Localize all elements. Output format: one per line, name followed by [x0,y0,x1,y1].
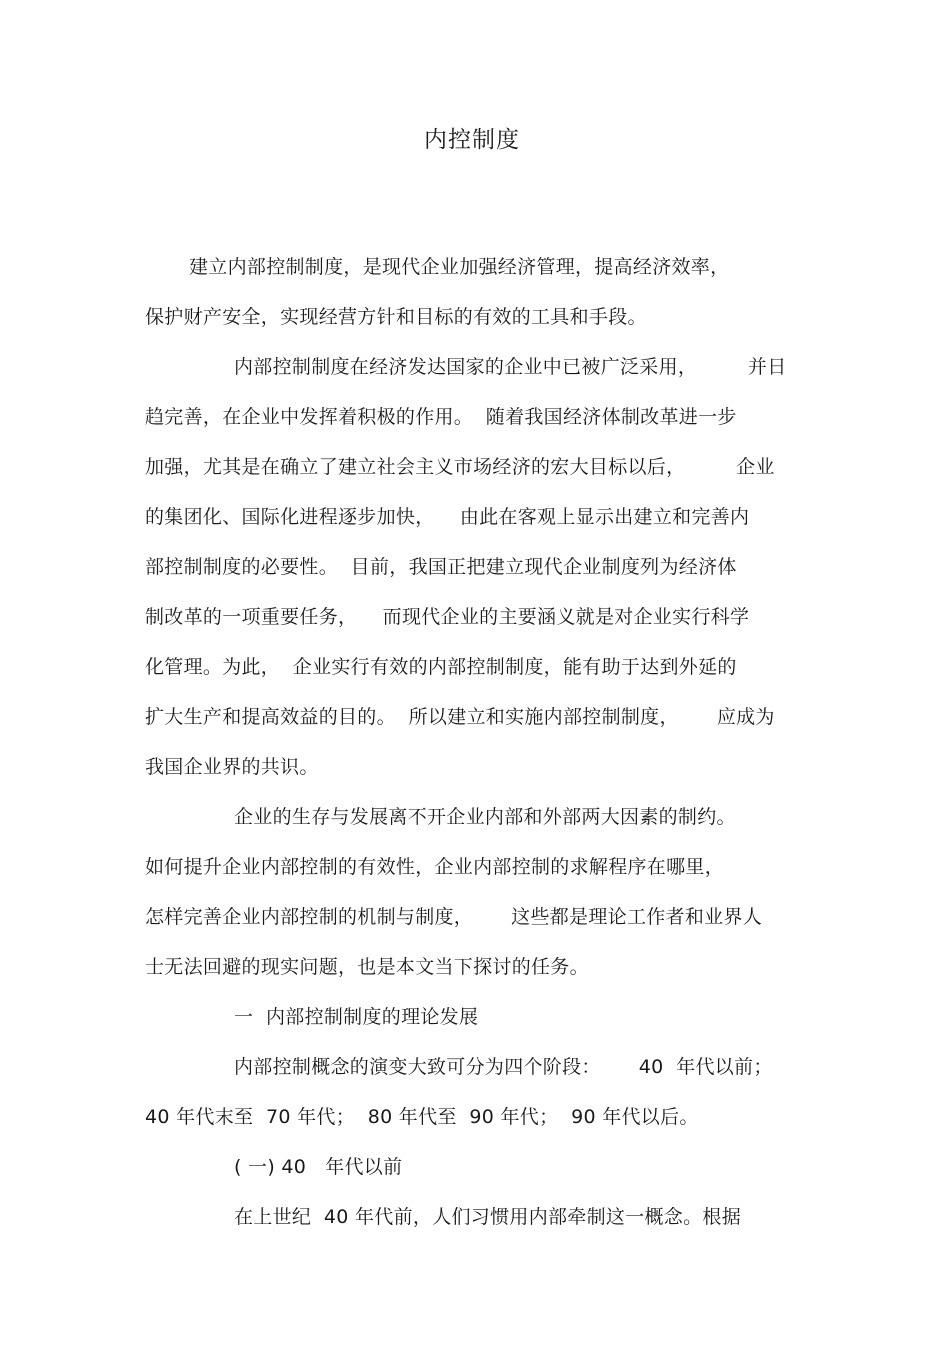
body-line-15: 士无法回避的现实问题，也是本文当下探讨的任务。 [145,956,589,978]
body-line-10: 扩大生产和提高效益的目的。 所以建立和实施内部控制制度， 应成为 [145,706,775,728]
body-line-11: 我国企业界的共识。 [145,756,319,778]
body-line-2: 保护财产安全，实现经营方针和目标的有效的工具和手段。 [145,306,647,328]
body-line-6: 的集团化、国际化进程逐步加快， 由此在客观上显示出建立和完善内 [145,506,750,528]
body-line-18: 40 年代末至 70 年代； 80 年代至 90 年代； 90 年代以后。 [145,1106,699,1128]
body-line-17: 内部控制概念的演变大致可分为四个阶段： 40 年代以前； [234,1056,773,1078]
body-line-7: 部控制制度的必要性。 目前，我国正把建立现代企业制度列为经济体 [145,556,737,578]
body-line-9: 化管理。为此， 企业实行有效的内部控制制度，能有助于达到外延的 [145,656,737,678]
section-heading: 一 内部控制制度的理论发展 [234,1006,479,1028]
body-line-12: 企业的生存与发展离不开企业内部和外部两大因素的制约。 [234,806,736,828]
body-line-20: 在上世纪 40 年代前，人们习惯用内部牵制这一概念。根据 [234,1206,741,1228]
body-line-5: 加强，尤其是在确立了建立社会主义市场经济的宏大目标以后， 企业 [145,456,775,478]
page-title: 内控制度 [424,127,520,153]
body-line-3: 内部控制制度在经济发达国家的企业中已被广泛采用， 并日 [234,356,787,378]
body-line-4: 趋完善，在企业中发挥着积极的作用。 随着我国经济体制改革进一步 [145,406,737,428]
subsection-heading: ( 一) 40 年代以前 [234,1156,403,1178]
body-line-1: 建立内部控制制度，是现代企业加强经济管理，提高经济效率， [189,256,730,278]
body-line-13: 如何提升企业内部控制的有效性，企业内部控制的求解程序在哪里， [145,856,725,878]
body-line-14: 怎样完善企业内部控制的机制与制度， 这些都是理论工作者和业界人 [145,906,763,928]
body-line-8: 制改革的一项重要任务， 而现代企业的主要涵义就是对企业实行科学 [145,606,750,628]
